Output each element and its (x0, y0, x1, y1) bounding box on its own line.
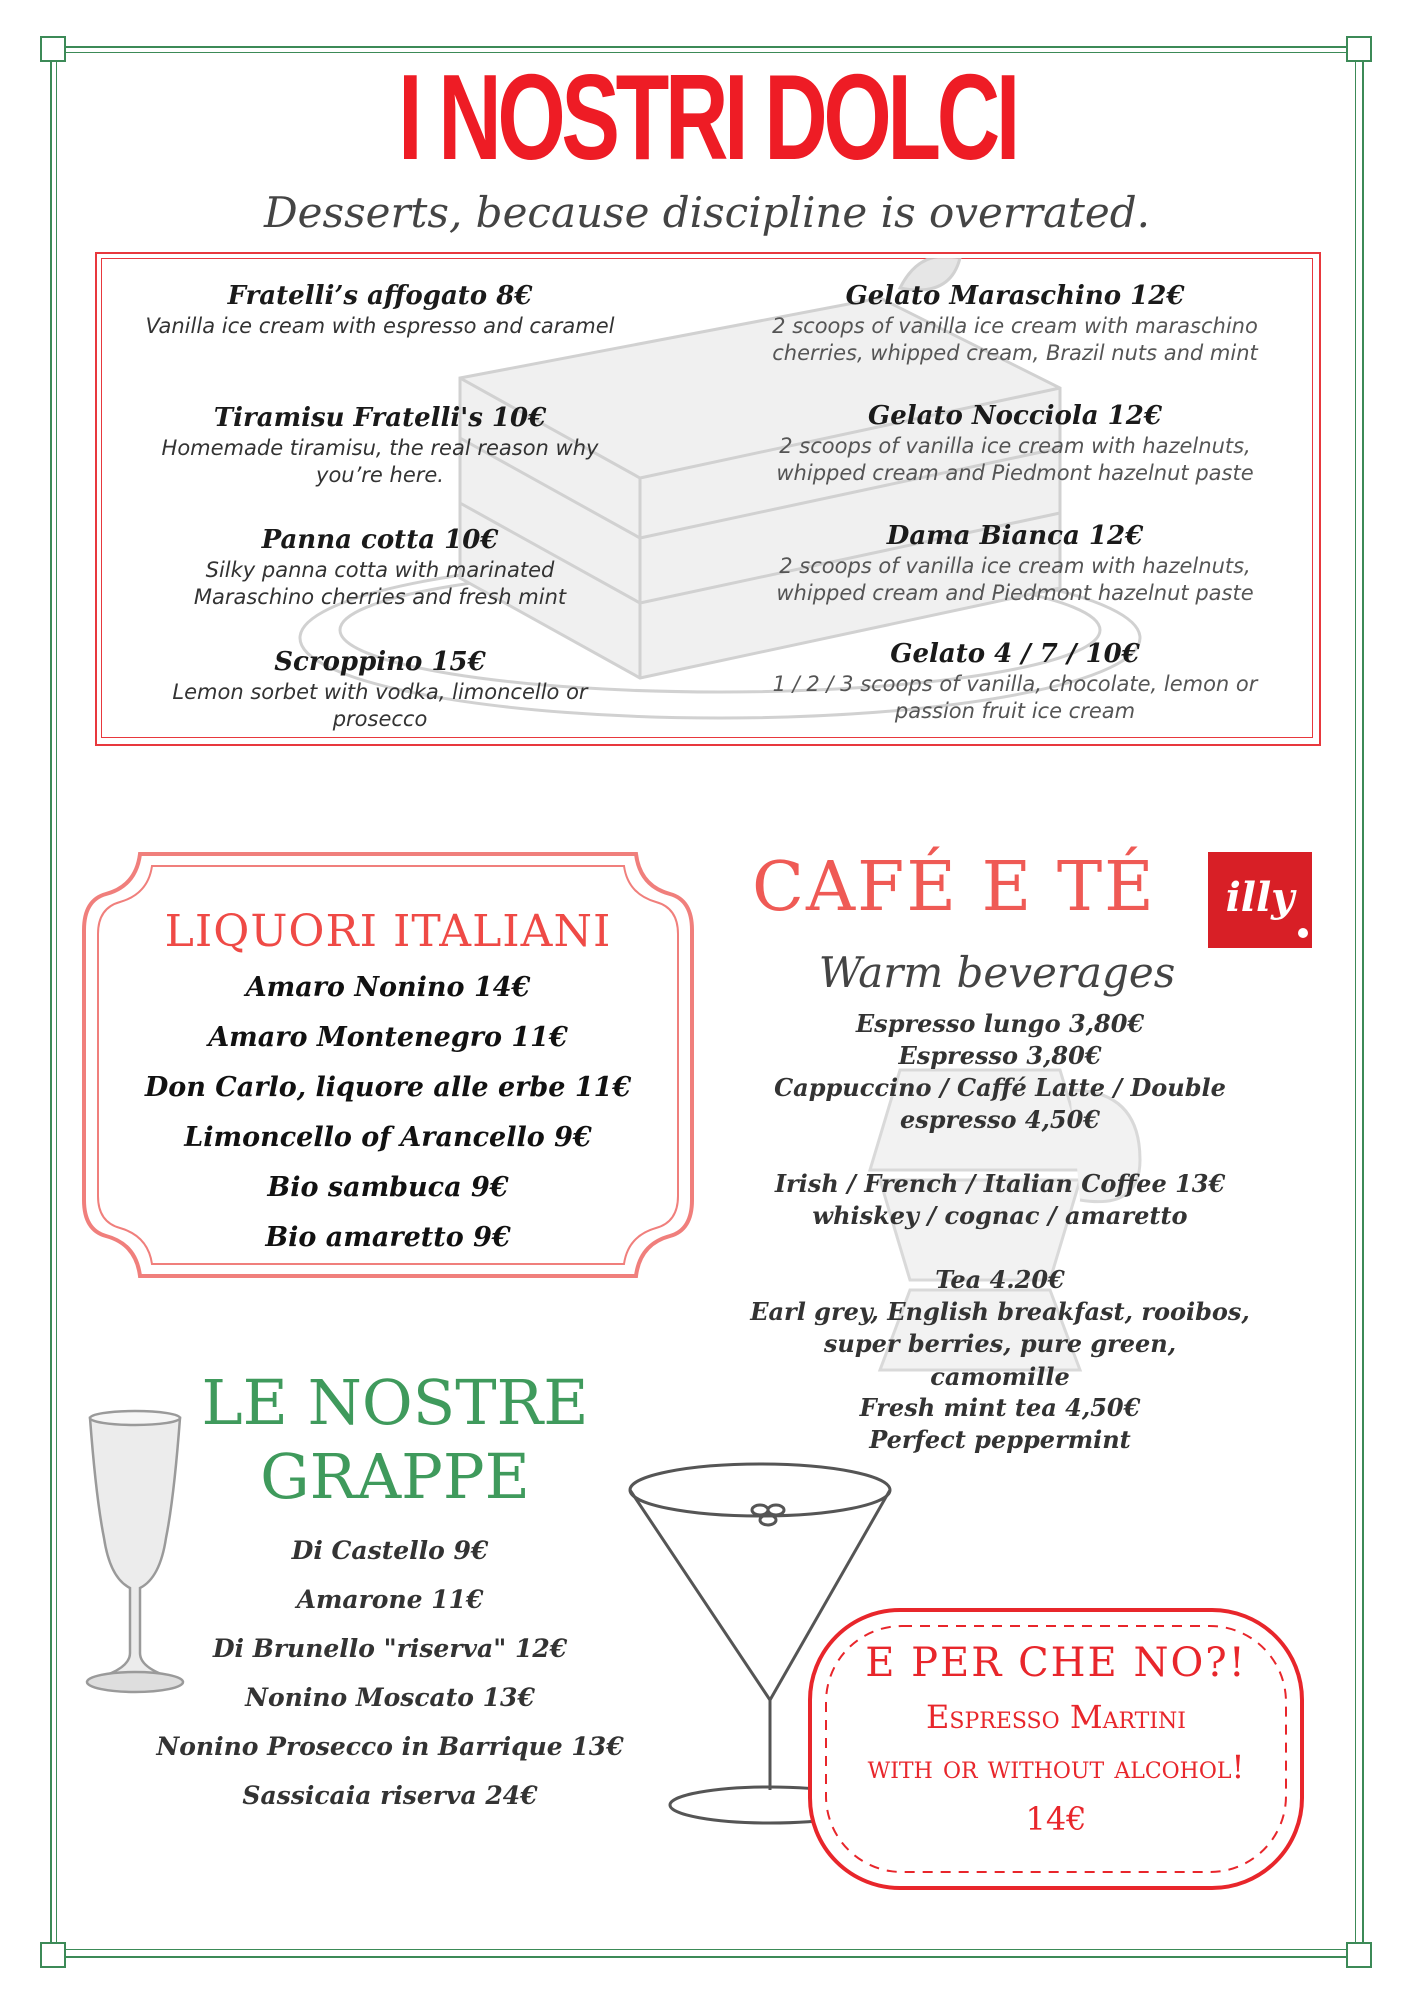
dolci-item (110, 280, 650, 340)
special-line1: Espresso Martini (926, 1698, 1186, 1736)
liquori-title: LIQUORI ITALIANI (164, 906, 612, 957)
special-price: 14€ (1025, 1800, 1087, 1838)
dolci-item (730, 638, 1300, 725)
dolci-item (110, 646, 650, 733)
cafe-line: Irish / French / Italian Coffee 13€ (774, 1169, 1226, 1198)
grappe-title-line1: LE NOSTRE (201, 1366, 589, 1439)
dolci-item-desc: Homemade tiramisu, the real reason why (161, 435, 599, 460)
dolci-item (730, 400, 1300, 487)
grappe-title-line2: GRAPPE (260, 1440, 530, 1513)
cafe-line: Espresso lungo 3,80€ (855, 1009, 1145, 1038)
dolci-item-desc: Silky panna cotta with marinated (205, 557, 555, 582)
dolci-item-name: Scroppino 15€ (274, 647, 486, 677)
dolci-item-name: Panna cotta 10€ (261, 525, 499, 555)
dolci-item-desc: cherries, whipped cream, Brazil nuts and mint (772, 340, 1258, 365)
dolci-item-desc: Vanilla ice cream with espresso and caramel (145, 313, 615, 338)
cafe-line: Espresso 3,80€ (898, 1041, 1102, 1070)
dolci-item-desc: whipped cream and Piedmont hazelnut paste (776, 580, 1254, 605)
page-subtitle: Desserts, because discipline is overrated. (263, 188, 1151, 237)
dolci-item-name: Dama Bianca 12€ (886, 521, 1144, 551)
dolci-item-desc: Lemon sorbet with vodka, limoncello or (172, 679, 588, 704)
dolci-item (730, 520, 1300, 607)
grappe-item: Di Brunello "riserva" 12€ (212, 1634, 568, 1663)
dolci-item-desc: whipped cream and Piedmont hazelnut paste (776, 460, 1254, 485)
dolci-item (110, 524, 650, 611)
frame-corner (40, 1942, 66, 1968)
frame-corner (40, 36, 66, 62)
dolci-item-name: Gelato 4 / 7 / 10€ (890, 639, 1140, 669)
dolci-item-desc: you’re here. (316, 462, 444, 487)
dolci-item (110, 402, 650, 489)
dolci-item-desc: 2 scoops of vanilla ice cream with hazelnuts, (779, 433, 1251, 458)
liquori-item: Bio amaretto 9€ (265, 1222, 511, 1253)
cafe-line: espresso 4,50€ (899, 1105, 1100, 1134)
dolci-item-desc: Maraschino cherries and fresh mint (193, 584, 567, 609)
cafe-line: Tea 4.20€ (935, 1265, 1065, 1294)
cafe-subtitle: Warm beverages (818, 948, 1176, 997)
dolci-item-name: Gelato Maraschino 12€ (845, 281, 1185, 311)
frame-corner (1346, 1942, 1372, 1968)
cafe-title: CAFÉ E TÉ (752, 848, 1156, 927)
frame-corner (1346, 36, 1372, 62)
cafe-line: Fresh mint tea 4,50€ (859, 1393, 1141, 1422)
dolci-item-name: Fratelli’s affogato 8€ (227, 281, 533, 311)
dolci-item-desc: 2 scoops of vanilla ice cream with maraschino (772, 313, 1258, 338)
cafe-line: whiskey / cognac / amaretto (812, 1201, 1188, 1230)
page-title: I NOSTRI DOLCI (398, 49, 1016, 185)
cafe-line: Cappuccino / Caffé Latte / Double (774, 1073, 1226, 1102)
dolci-item-name: Tiramisu Fratelli's 10€ (213, 403, 547, 433)
liquori-item: Limoncello of Arancello 9€ (184, 1122, 592, 1153)
grappe-item: Amarone 11€ (296, 1585, 484, 1614)
liquori-item: Amaro Nonino 14€ (245, 972, 531, 1003)
dolci-item-desc: passion fruit ice cream (894, 698, 1136, 723)
illy-logo: illy (1208, 852, 1312, 948)
grappe-item: Nonino Prosecco in Barrique 13€ (156, 1732, 624, 1761)
special-title: E PER CHE NO?! (865, 1640, 1247, 1686)
grappe-item: Sassicaia riserva 24€ (242, 1781, 538, 1810)
liquori-item: Bio sambuca 9€ (267, 1172, 509, 1203)
dolci-item-desc: prosecco (332, 706, 428, 731)
special-line2: with or without alcohol! (867, 1748, 1245, 1786)
dolci-item-name: Gelato Nocciola 12€ (868, 401, 1162, 431)
cafe-line: Earl grey, English breakfast, rooibos, (750, 1297, 1250, 1326)
grappe-item: Nonino Moscato 13€ (245, 1683, 535, 1712)
liquori-item: Don Carlo, liquore alle erbe 11€ (144, 1072, 632, 1103)
dolci-item (730, 280, 1300, 367)
cafe-line: super berries, pure green, camomille (823, 1329, 1177, 1391)
dolci-item-desc: 2 scoops of vanilla ice cream with hazelnuts, (779, 553, 1251, 578)
dolci-item-desc: 1 / 2 / 3 scoops of vanilla, chocolate, lemon or (772, 671, 1258, 696)
liquori-item: Amaro Montenegro 11€ (208, 1022, 568, 1053)
illy-logo-dot (1298, 928, 1308, 938)
cafe-line: Perfect peppermint (869, 1425, 1131, 1454)
grappe-item: Di Castello 9€ (291, 1536, 489, 1565)
